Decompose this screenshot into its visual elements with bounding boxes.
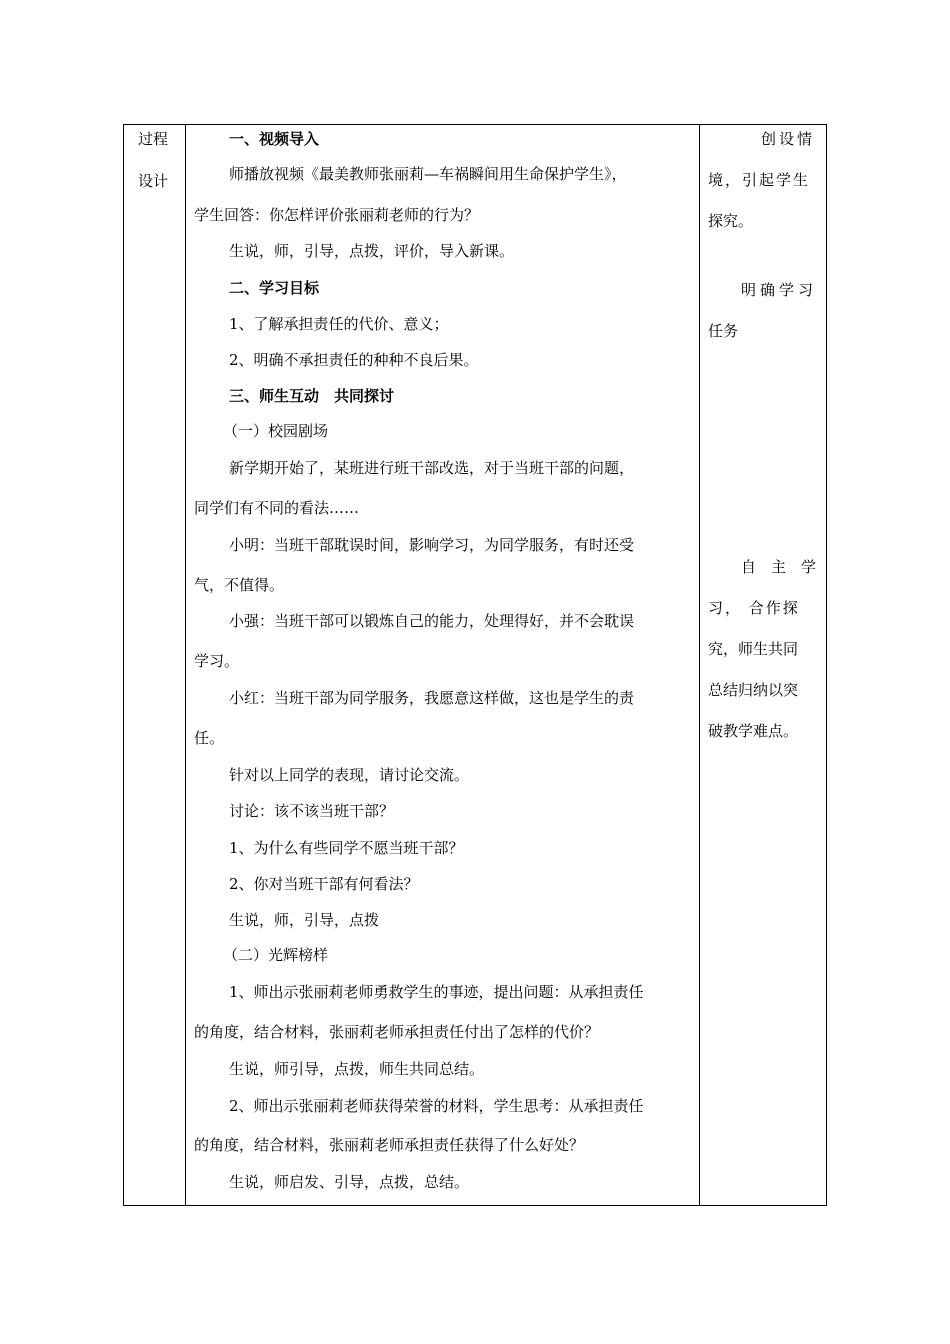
heading-learning-goals: 二、学习目标 bbox=[229, 279, 320, 297]
heading-video-intro: 一、视频导入 bbox=[229, 130, 320, 148]
paragraph-line: 小红：当班干部为同学服务，我愿意这样做，这也是学生的责 bbox=[229, 689, 635, 707]
paragraph-line: 小强：当班干部可以锻炼自己的能力，处理得好，并不会耽误 bbox=[229, 612, 635, 630]
paragraph-line: 1、师出示张丽莉老师勇救学生的事迹，提出问题：从承担责任 bbox=[229, 983, 644, 1001]
column-divider bbox=[185, 125, 186, 1205]
paragraph-line: 学生回答：你怎样评价张丽莉老师的行为？ bbox=[194, 206, 480, 224]
paragraph-line: 2、师出示张丽莉老师获得荣誉的材料，学生思考：从承担责任 bbox=[229, 1097, 644, 1115]
paragraph-line: 小明：当班干部耽误时间，影响学习，为同学服务，有时还受 bbox=[229, 536, 635, 554]
paragraph-line: 2、明确不承担责任的种种不良后果。 bbox=[229, 351, 479, 369]
paragraph-line: 生说，师，引导，点拨 bbox=[229, 911, 380, 929]
subheading-campus-theater: （一）校园剧场 bbox=[223, 422, 329, 440]
section-label-line: 设计 bbox=[138, 172, 169, 190]
lesson-plan-table bbox=[123, 124, 827, 1206]
heading-interaction: 三、师生互动 共同探讨 bbox=[229, 387, 395, 405]
intent-line: 探究。 bbox=[708, 212, 754, 230]
paragraph-line: 针对以上同学的表现，请讨论交流。 bbox=[229, 766, 470, 784]
intent-line: 创设情 bbox=[761, 130, 816, 148]
intent-line: 任务 bbox=[708, 322, 739, 340]
paragraph-line: 1、了解承担责任的代价、意义； bbox=[229, 315, 449, 333]
paragraph-line: 的角度，结合材料，张丽莉老师承担责任获得了什么好处？ bbox=[194, 1136, 585, 1154]
paragraph-line: 讨论：该不该当班干部？ bbox=[229, 802, 395, 820]
intent-line: 破教学难点。 bbox=[708, 722, 799, 740]
paragraph-line: 新学期开始了，某班进行班干部改选，对于当班干部的问题， bbox=[229, 459, 635, 477]
intent-line: 总结归纳以突 bbox=[708, 681, 799, 699]
paragraph-line: 2、你对当班干部有何看法？ bbox=[229, 875, 419, 893]
paragraph-line: 师播放视频《最美教师张丽莉—车祸瞬间用生命保护学生》， bbox=[229, 165, 627, 183]
paragraph-line: 学习。 bbox=[194, 652, 240, 670]
paragraph-line: 的角度，结合材料，张丽莉老师承担责任付出了怎样的代价？ bbox=[194, 1023, 600, 1041]
paragraph-line: 同学们有不同的看法…… bbox=[194, 499, 360, 517]
paragraph-line: 气，不值得。 bbox=[194, 576, 285, 594]
section-label-line: 过程 bbox=[138, 130, 169, 148]
paragraph-line: 生说，师引导，点拨，师生共同总结。 bbox=[229, 1060, 485, 1078]
intent-line: 究，师生共同 bbox=[708, 640, 799, 658]
intent-line: 自 主 学 bbox=[741, 558, 817, 576]
paragraph-line: 生说，师启发、引导，点拨，总结。 bbox=[229, 1173, 470, 1191]
intent-line: 明确学习 bbox=[741, 281, 818, 299]
intent-line: 境，引起学生 bbox=[708, 171, 811, 189]
paragraph-line: 1、为什么有些同学不愿当班干部？ bbox=[229, 839, 464, 857]
column-divider bbox=[699, 125, 700, 1205]
paragraph-line: 生说，师，引导，点拨，评价，导入新课。 bbox=[229, 242, 515, 260]
subheading-role-model: （二）光辉榜样 bbox=[223, 946, 329, 964]
intent-line: 习， 合作探 bbox=[708, 599, 800, 617]
paragraph-line: 任。 bbox=[194, 729, 225, 747]
